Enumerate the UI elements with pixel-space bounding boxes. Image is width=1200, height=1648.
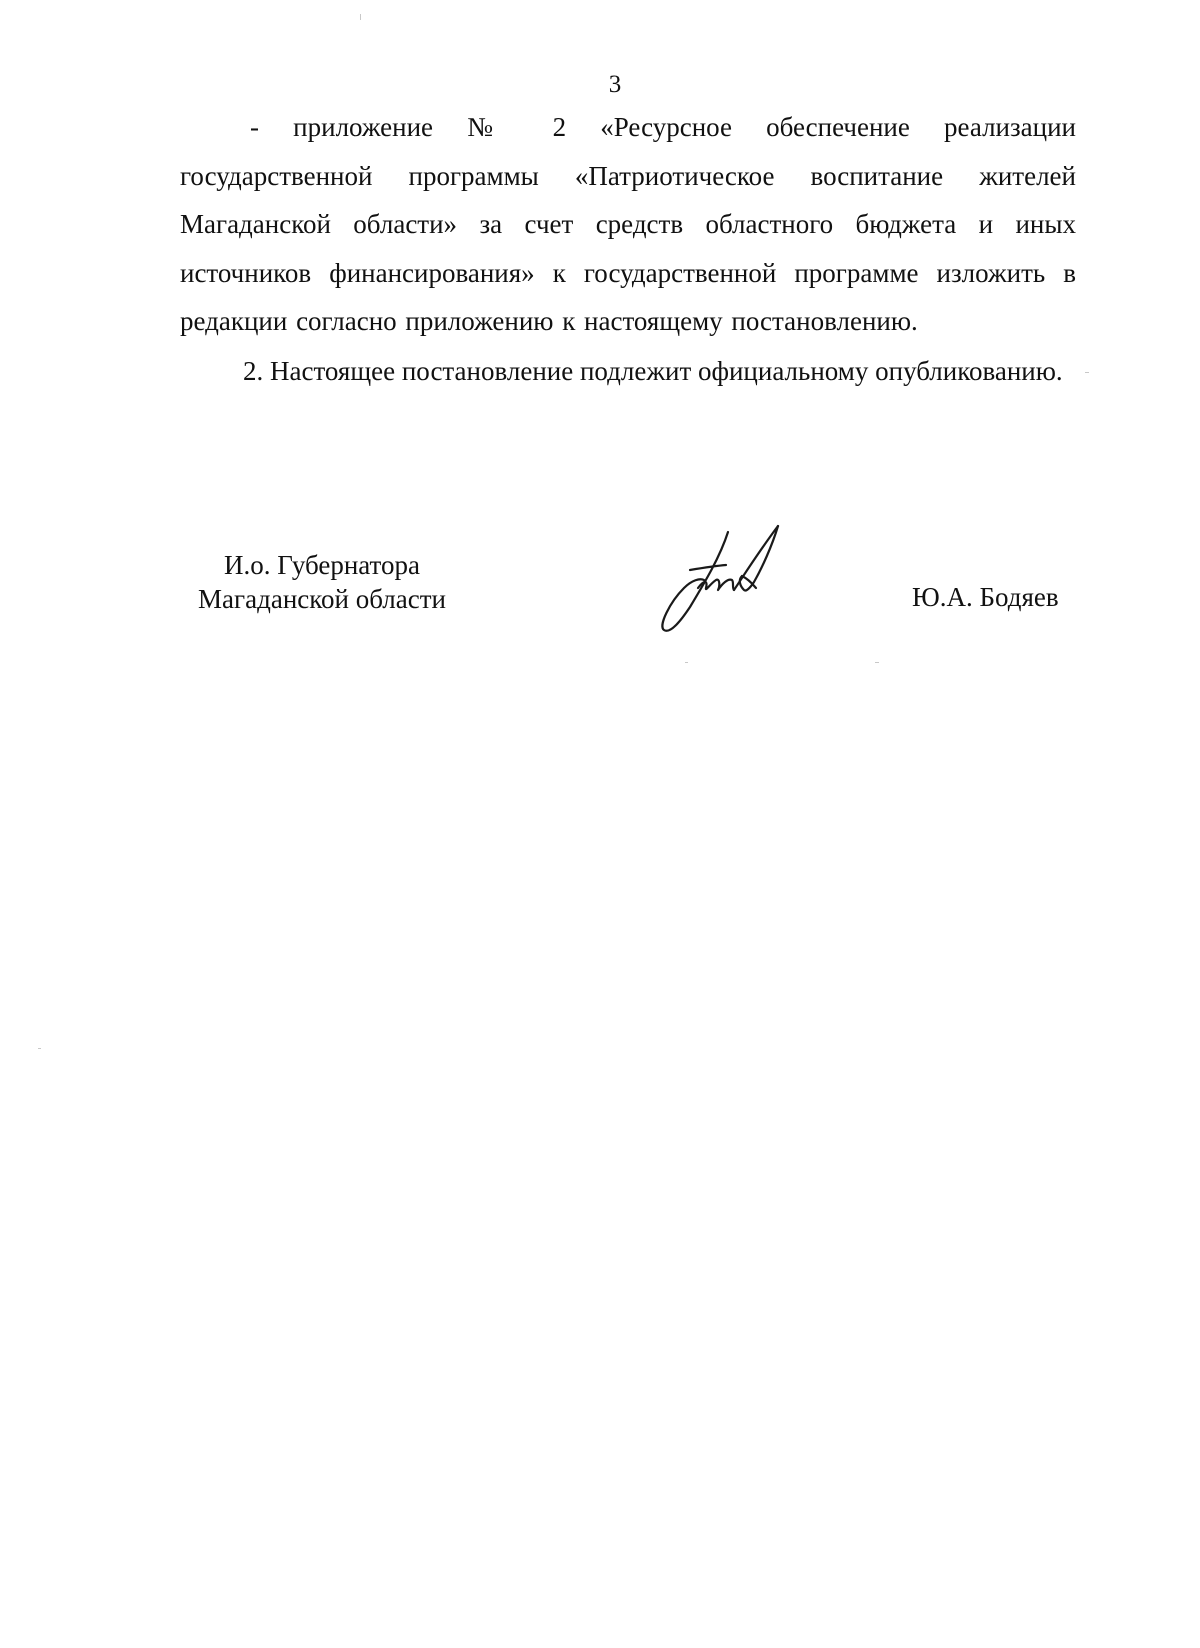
scan-speck [360, 14, 361, 20]
paragraph-publication: 2. Настоящее постановление подлежит официальному опубликованию. [243, 356, 1063, 386]
scan-speck [38, 1048, 41, 1049]
signatory-name: Ю.А. Бодяев [912, 582, 1059, 612]
paragraph-appendix-amendment: - приложение № 2 «Ресурсное обеспечение реализации государственной программы «Патриотическое воспитание жителей Магаданской области» за счет средств областного бюджета и иных источников финансирования» к государственной программе изложить в редакции согласно приложению к настоящему постановлению. [180, 112, 1076, 336]
scan-speck [875, 662, 879, 663]
scan-speck [1085, 372, 1089, 373]
scan-speck [685, 662, 688, 663]
handwritten-signature [650, 522, 800, 642]
signatory-position-line2: Магаданской области [198, 584, 446, 614]
signatory-position [182, 548, 462, 616]
page-number: 3 [608, 71, 622, 98]
signatory-position-line1: И.о. Губернатора [223, 550, 420, 580]
